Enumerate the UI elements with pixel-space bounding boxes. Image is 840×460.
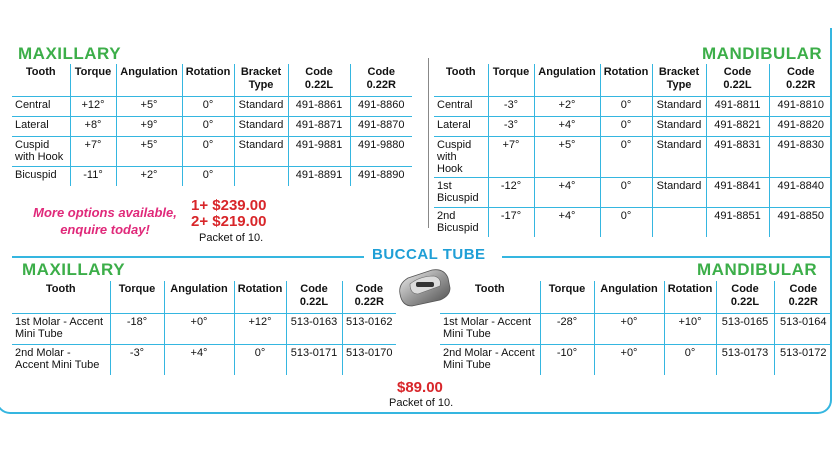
table-cell: 491-8831: [706, 136, 769, 177]
table-cell: +0°: [164, 313, 234, 344]
table-cell: 491-8850: [769, 207, 832, 237]
table-header-row: [12, 64, 412, 96]
table-row: [12, 136, 412, 166]
table-cell: 491-8811: [706, 96, 769, 116]
bracket-packet-note: Packet of 10.: [199, 232, 264, 244]
table-cell: -12°: [488, 177, 534, 207]
table-cell: 0°: [182, 136, 234, 166]
tooth-cell: 1st Molar - Accent Mini Tube: [440, 313, 540, 344]
tooth-cell: Lateral: [12, 116, 70, 136]
table-header-row: [434, 64, 832, 96]
table-cell: 0°: [600, 136, 652, 177]
table-header-row: [12, 281, 396, 313]
tooth-cell: 1st Molar - Accent Mini Tube: [12, 313, 110, 344]
table-cell: -3°: [110, 344, 164, 375]
table-row: [12, 96, 412, 116]
column-header: Code 0.22L: [706, 64, 769, 96]
table-cell: 491-9880: [350, 136, 412, 166]
table-cell: Standard: [652, 116, 706, 136]
column-header: Bracket Type: [234, 64, 288, 96]
column-header: Code 0.22L: [288, 64, 350, 96]
table-cell: +12°: [70, 96, 116, 116]
table-cell: +5°: [534, 136, 600, 177]
table-cell: +0°: [594, 313, 664, 344]
table-cell: +4°: [534, 177, 600, 207]
column-header: Angulation: [164, 281, 234, 313]
table-cell: 0°: [600, 96, 652, 116]
table-cell: Standard: [234, 96, 288, 116]
table-cell: 0°: [600, 116, 652, 136]
table-cell: 513-0173: [716, 344, 774, 375]
table-cell: +0°: [594, 344, 664, 375]
table-row: [12, 313, 396, 344]
column-header: Tooth: [474, 283, 505, 295]
table-cell: 513-0163: [286, 313, 342, 344]
tooth-cell: Cuspid with Hook: [12, 136, 70, 166]
tooth-cell: Lateral: [434, 116, 488, 136]
table-cell: -3°: [488, 116, 534, 136]
column-header: Rotation: [182, 64, 234, 96]
column-header: Code 0.22R: [342, 281, 396, 313]
table-cell: 491-8891: [288, 166, 350, 186]
table-cell: 491-8821: [706, 116, 769, 136]
buccal-price: $89.00: [397, 379, 443, 396]
table-cell: +12°: [234, 313, 286, 344]
tooth-cell: 2nd Molar - Accent Mini Tube: [12, 344, 110, 375]
column-header: Code 0.22L: [716, 281, 774, 313]
tooth-cell: 2nd Molar - Accent Mini Tube: [440, 344, 540, 375]
tooth-cell: Central: [434, 96, 488, 116]
table-cell: -28°: [540, 313, 594, 344]
table-cell: 0°: [664, 344, 716, 375]
table-cell: Standard: [652, 136, 706, 177]
mandibular-brackets-table: [434, 64, 832, 237]
table-cell: 513-0165: [716, 313, 774, 344]
table-cell: -11°: [70, 166, 116, 186]
buccal-divider-left: [12, 256, 364, 258]
column-header: Tooth: [45, 283, 76, 295]
table-cell: 491-8860: [350, 96, 412, 116]
table-row: [12, 166, 412, 186]
table-cell: +5°: [116, 96, 182, 116]
table-cell: 0°: [182, 166, 234, 186]
table-cell: 0°: [182, 116, 234, 136]
table-cell: 491-8810: [769, 96, 832, 116]
table-cell: 491-8830: [769, 136, 832, 177]
buccal-mandibular-heading: MANDIBULAR: [697, 260, 818, 279]
table-cell: 0°: [600, 207, 652, 237]
maxillary-brackets-table: [12, 64, 412, 186]
table-cell: +7°: [70, 136, 116, 166]
tooth-cell: 1st Bicuspid: [434, 177, 488, 207]
mandibular-heading: MANDIBULAR: [702, 44, 823, 63]
buccal-maxillary-table: [12, 281, 396, 375]
table-cell: 491-8820: [769, 116, 832, 136]
table-row: [434, 116, 832, 136]
table-cell: 0°: [600, 177, 652, 207]
table-cell: -3°: [488, 96, 534, 116]
table-cell: 491-8871: [288, 116, 350, 136]
bracket-price-2: 2+ $219.00: [191, 213, 267, 230]
column-header: Angulation: [534, 64, 600, 96]
column-header: Torque: [540, 281, 594, 313]
table-cell: 513-0171: [286, 344, 342, 375]
table-row: [434, 96, 832, 116]
table-cell: +2°: [116, 166, 182, 186]
table-cell: -10°: [540, 344, 594, 375]
bracket-price-1: 1+ $239.00: [191, 197, 267, 214]
table-cell: Standard: [652, 177, 706, 207]
column-header: Tooth: [25, 66, 56, 78]
table-cell: 491-8841: [706, 177, 769, 207]
table-cell: [234, 166, 288, 186]
column-header: Bracket Type: [652, 64, 706, 96]
table-cell: -17°: [488, 207, 534, 237]
column-header: Code 0.22L: [286, 281, 342, 313]
column-header: Torque: [488, 64, 534, 96]
buccal-mandibular-table: [440, 281, 832, 375]
table-cell: 491-8861: [288, 96, 350, 116]
table-row: [12, 344, 396, 375]
table-cell: 491-8840: [769, 177, 832, 207]
column-header: Angulation: [116, 64, 182, 96]
table-cell: 0°: [182, 96, 234, 116]
table-cell: 513-0172: [774, 344, 832, 375]
table-cell: [652, 207, 706, 237]
table-cell: 491-8890: [350, 166, 412, 186]
column-header: Tooth: [445, 66, 476, 78]
buccal-maxillary-heading: MAXILLARY: [22, 260, 126, 279]
table-cell: 513-0170: [342, 344, 396, 375]
column-header: Code 0.22R: [350, 64, 412, 96]
buccal-tube-title: BUCCAL TUBE: [372, 246, 486, 263]
table-cell: 513-0162: [342, 313, 396, 344]
table-row: [434, 136, 832, 177]
table-cell: +4°: [534, 116, 600, 136]
table-cell: +5°: [116, 136, 182, 166]
promo-line-2: enquire today!: [60, 222, 150, 237]
column-header: Rotation: [234, 281, 286, 313]
table-cell: +4°: [534, 207, 600, 237]
table-cell: Standard: [234, 116, 288, 136]
table-cell: +4°: [164, 344, 234, 375]
table-cell: 513-0164: [774, 313, 832, 344]
maxillary-heading: MAXILLARY: [18, 44, 122, 63]
tooth-cell: 2nd Bicuspid: [434, 207, 488, 237]
table-cell: 491-8870: [350, 116, 412, 136]
column-header: Angulation: [594, 281, 664, 313]
table-row: [12, 116, 412, 136]
table-cell: +9°: [116, 116, 182, 136]
table-row: [434, 207, 832, 237]
column-header: Torque: [110, 281, 164, 313]
tooth-cell: Bicuspid: [12, 166, 70, 186]
table-cell: Standard: [234, 136, 288, 166]
tooth-cell: Central: [12, 96, 70, 116]
table-row: [440, 344, 832, 375]
table-cell: +2°: [534, 96, 600, 116]
table-cell: +7°: [488, 136, 534, 177]
column-header: Rotation: [664, 281, 716, 313]
more-options-promo: [14, 204, 196, 238]
table-row: [440, 313, 832, 344]
column-header: Torque: [70, 64, 116, 96]
table-cell: 491-9881: [288, 136, 350, 166]
column-divider: [428, 58, 429, 228]
table-cell: -18°: [110, 313, 164, 344]
promo-line-1: More options available,: [33, 205, 177, 220]
buccal-packet-note: Packet of 10.: [389, 397, 454, 409]
table-cell: +10°: [664, 313, 716, 344]
tooth-cell: Cuspid with Hook: [434, 136, 488, 177]
table-cell: +8°: [70, 116, 116, 136]
table-cell: 491-8851: [706, 207, 769, 237]
table-header-row: [440, 281, 832, 313]
table-row: [434, 177, 832, 207]
table-cell: 0°: [234, 344, 286, 375]
buccal-divider-right: [502, 256, 830, 258]
column-header: Code 0.22R: [774, 281, 832, 313]
column-header: Code 0.22R: [769, 64, 832, 96]
table-cell: Standard: [652, 96, 706, 116]
column-header: Rotation: [600, 64, 652, 96]
